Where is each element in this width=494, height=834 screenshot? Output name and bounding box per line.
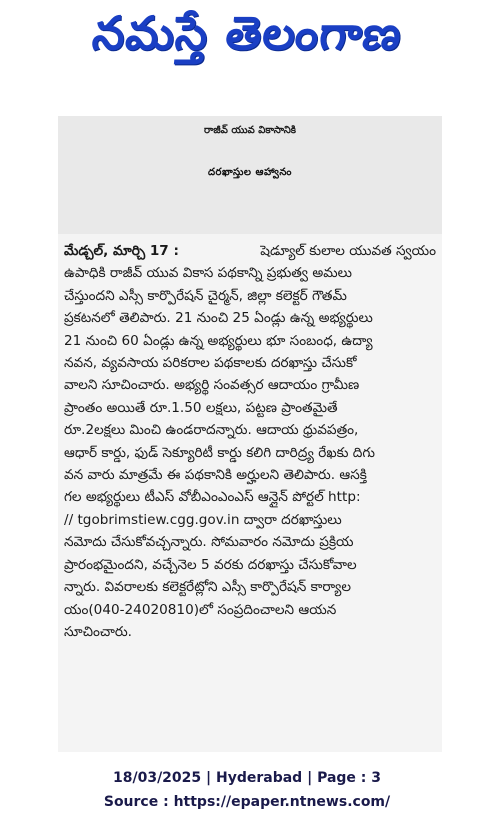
article-kicker: రాజీవ్ యువ వికాసానికి — [204, 125, 296, 136]
article-line-text: 21 నుంచి 60 ఏండ్లు ఉన్న అభ్యర్థులు భూ సంబంధ, ఉద్యా — [64, 332, 373, 349]
article-line-text: ఆధార్ కార్డు, ఫుడ్ సెక్యూరిటీ కార్డు కలిగి దారిద్ర్య రేఖకు దిగు — [64, 444, 375, 461]
article-line — [64, 307, 436, 329]
masthead-title: నమస్తే తెలంగాణ — [90, 6, 406, 60]
article-line — [64, 419, 436, 441]
article-line — [64, 554, 436, 576]
article-line-text: గల అభ్యర్థులు టీఎస్ వోబీఎంఎంఎస్ ఆన్లైన్ పోర్టల్ http: — [64, 489, 361, 506]
article-line-text: చేస్తుందని ఎస్సీ కార్పొరేషన్ చైర్మన్, జిల్లా కలెక్టర్ గౌతమ్ — [64, 287, 347, 304]
newspaper-masthead — [0, 0, 494, 78]
article-line — [64, 352, 436, 374]
article-line-text: సూచించారు. — [64, 623, 133, 640]
article-dateline: మేడ్చల్, మార్చి 17 : — [64, 243, 179, 259]
article-line-text: // tgobrimstiew.cgg.gov.in ద్వారా దరఖాస్తులు — [64, 511, 342, 528]
article-line — [64, 285, 436, 307]
article-line-text: షెడ్యూల్ కులాల యువత స్వయం — [260, 243, 436, 259]
article-line — [64, 374, 436, 396]
article-line-text: ప్రకటనలో తెలిపారు. 21 నుంచి 25 ఏండ్లు ఉన్న అభ్యర్థులు — [64, 310, 373, 327]
article-line-text: వాలని సూచించారు. అభ్యర్థి సంవత్సర ఆదాయం గ్రామీణ — [64, 377, 360, 394]
article-line-text: న్నారు. వివరాలకు కలెక్టరేట్లోని ఎస్సీ కార్పొరేషన్ కార్యాల — [64, 579, 351, 596]
article-line — [64, 509, 436, 531]
article-line — [64, 240, 436, 262]
article-line-text: నవన, వ్యవసాయ పరికరాల పథకాలకు దరఖాస్తు చేసుకో — [64, 355, 357, 372]
article-line-text: నమోదు చేసుకోవచ్చన్నారు. సోమవారం నమోదు ప్రక్రియ — [64, 534, 354, 551]
article-line-text: ప్రారంభమైందని, వచ్చేనెల 5 వరకు దరఖాస్తు చేసుకోవాల — [64, 556, 357, 573]
article-line — [64, 576, 436, 598]
footer-date-edition: 18/03/2025 | Hyderabad | Page : 3 — [112, 770, 382, 786]
article-line-text: రూ.2లక్షలు మించి ఉండరాదన్నారు. ఆదాయ ధ్రువపత్రం, — [64, 422, 359, 439]
article-line — [64, 599, 436, 621]
article-line — [64, 262, 436, 284]
article-body — [64, 240, 436, 750]
article-line — [64, 531, 436, 553]
article-line — [64, 621, 436, 643]
article-line — [64, 397, 436, 419]
article-line — [64, 330, 436, 352]
article-line — [64, 486, 436, 508]
article-line — [64, 442, 436, 464]
article-line-text: ఉపాధికి రాజీవ్ యువ వికాస పథకాన్ని ప్రభుత్వ అమలు — [64, 265, 352, 282]
article-line — [64, 464, 436, 486]
article-headline: దరఖాస్తుల ఆహ్వానం — [208, 167, 292, 178]
article-line-text: వన వారు మాత్రమే ఈ పథకానికి అర్హులని తెలిపారు. ఆసక్తి — [64, 467, 367, 484]
article-line-text: ప్రాంతం అయితే రూ.1.50 లక్షలు, పట్టణ ప్రాంతమైతే — [64, 399, 338, 416]
footer-source: Source : https://epaper.ntnews.com/ — [103, 794, 391, 810]
article-line-text: యం(040-24020810)లో సంప్రదించాలని ఆయన — [64, 601, 337, 618]
